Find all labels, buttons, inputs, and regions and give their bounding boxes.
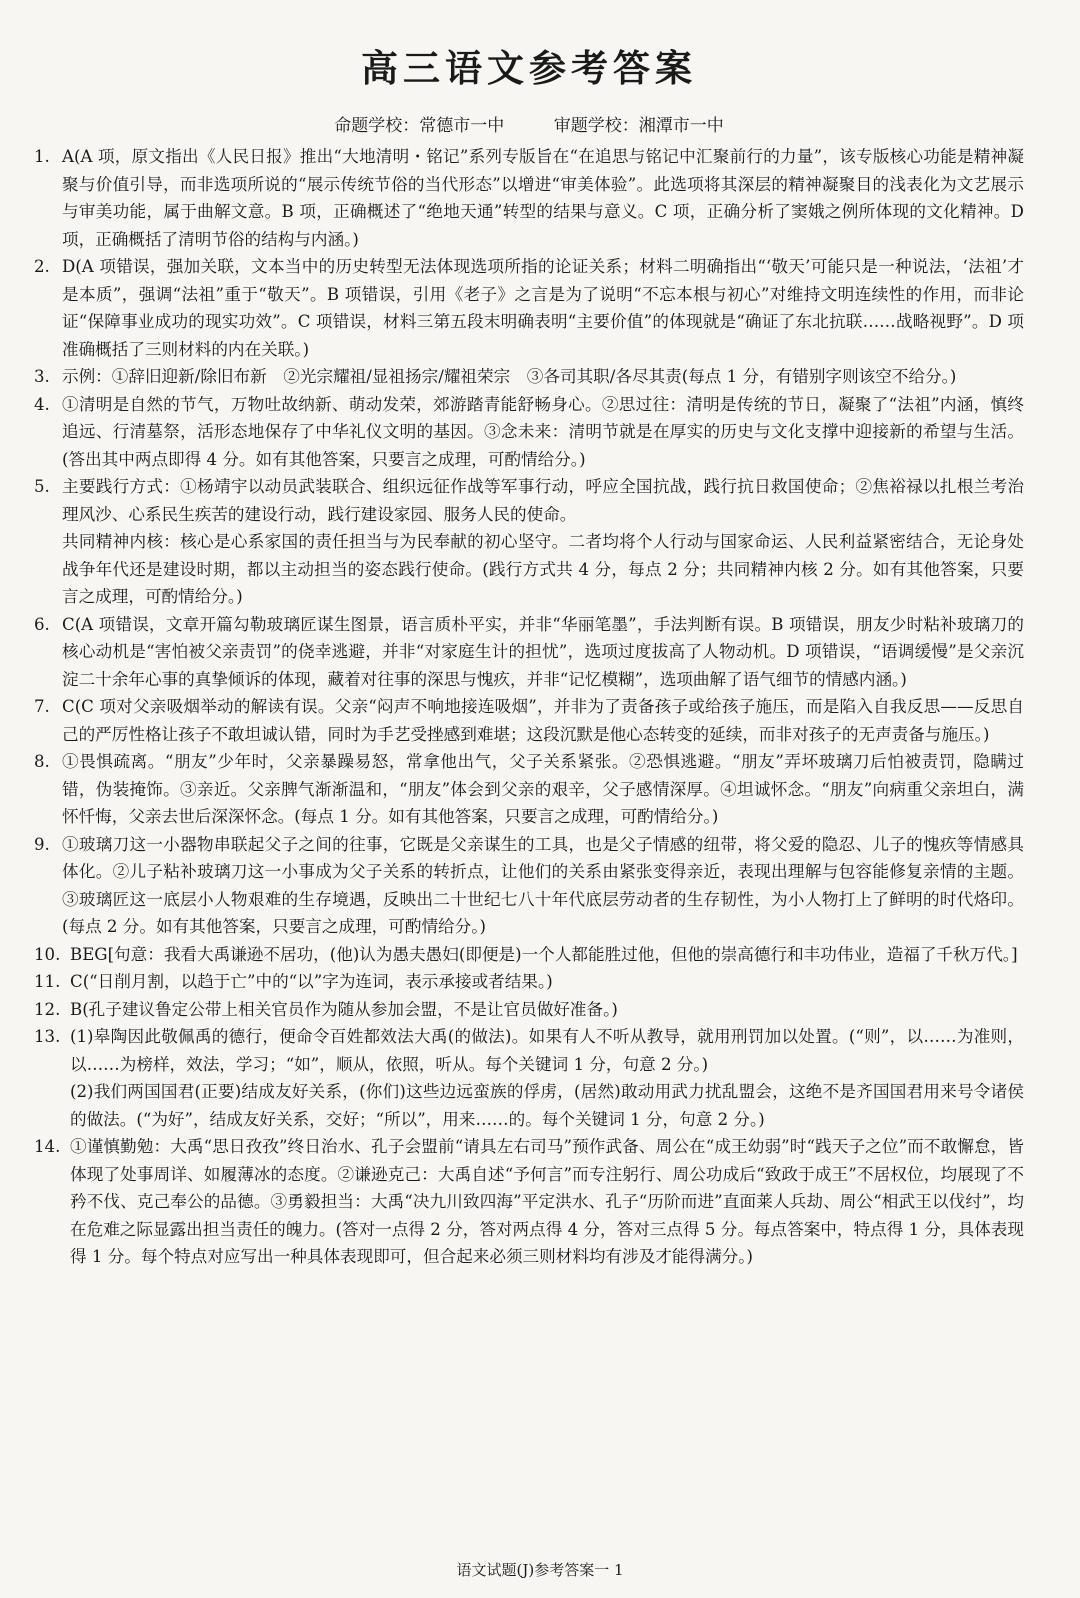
answer-text: 主要践行方式：①杨靖宇以动员武装联合、组织远征作战等军事行动，呼应全国抗战，践行抗日救国使命；②焦裕禄以扎根兰考治理风沙、心系民生疾苦的建设行动，践行建设家园、服务人民的使命。 (62, 477, 1024, 524)
answer-text: ①畏惧疏离。“朋友”少年时，父亲暴躁易怒，常拿他出气，父子关系紧张。②恐惧逃避。“朋友”弄坏玻璃刀后怕被责罚，隐瞒过错，伪装掩饰。③亲近。父亲脾气渐渐温和，“朋友”体会到父亲的艰辛，父子感情深厚。④坦诚怀念。“朋友”向病重父亲坦白，满怀忏悔，父亲去世后深深怀念。(每点 1 分。如有其他答案，只要言之成理，可酌情给分。) (62, 752, 1024, 826)
answer-item (34, 693, 1024, 748)
answer-number: 11. (34, 972, 61, 991)
answer-text: BEG[句意：我看大禹谦逊不居功，(他)认为愚夫愚妇(即便是)一个人都能胜过他，但他的崇高德行和丰功伟业，造福了千秋万代。] (70, 944, 1018, 964)
answer-item (34, 748, 1024, 831)
answer-text: 示例：①辞旧迎新/除旧布新 ②光宗耀祖/显祖扬宗/耀祖荣宗 ③各司其职/各尽其责(每点 1 分，有错别字则该空不给分。) (62, 367, 957, 386)
school-info (34, 115, 1024, 137)
answer-number: 10. (34, 944, 61, 964)
answer-number: 7. (34, 697, 50, 716)
answer-item (34, 996, 1024, 1024)
answer-number: 14. (34, 1137, 61, 1156)
answer-text: ①谨慎勤勉：大禹“思日孜孜”终日治水、孔子会盟前“请具左右司马”预作武备、周公在“成王幼弱”时“践天子之位”而不敢懈怠，皆体现了处事周详、如履薄冰的态度。②谦逊克己：大禹自述“予何言”而专注躬行、周公功成后“致政于成王”不居权位，均展现了不矜不伐、克己奉公的品德。③勇毅担当：大禹“决九川致四海”平定洪水、孔子“历阶而进”直面莱人兵劫、周公“相武王以伐纣”，均在危难之际显露出担当责任的魄力。(答对一点得 2 分，答对两点得 4 分，答对三点得 5 分。每点答案中，特点得 1 分，具体表现得 1 分。每个特点对应写出一种具体表现即可，但合起来必须三则材料均有涉及才能得满分。) (70, 1137, 1024, 1266)
answer-number: 9. (34, 834, 50, 854)
answer-item (34, 253, 1024, 363)
answer-number: 1. (34, 147, 50, 166)
answer-text: 共同精神内核：核心是心系家国的责任担当与为民奉献的初心坚守。二者均将个人行动与国家命运、人民利益紧密结合，无论身处战争年代还是建设时期，都以主动担当的姿态践行使命。(践行方式共 4 分，每点 2 分；共同精神内核 2 分。如有其他答案，只要言之成理，可酌情给分。) (62, 532, 1024, 606)
answer-item (34, 473, 1024, 611)
answer-number: 2. (34, 257, 50, 276)
answer-number: 12. (34, 999, 61, 1019)
answer-number: 4. (34, 394, 50, 414)
answer-number: 13. (34, 1027, 61, 1046)
answer-text: C(A 项错误，文章开篇勾勒玻璃匠谋生图景，语言质朴平实，并非“华丽笔墨”，手法判断有误。B 项错误，朋友少时粘补玻璃刀的核心动机是“害怕被父亲责罚”的侥幸逃避，并非“对家庭生计的担忧”，选项过度拔高了人物动机。D 项错误，“语调缓慢”是父亲沉淀二十余年心事的真挚倾诉的体现，藏着对往事的深思与愧疚，并非“记忆模糊”，选项曲解了语气细节的情感内涵。) (62, 614, 1024, 689)
answer-list (34, 143, 1024, 1271)
answer-item (34, 968, 1024, 996)
answer-item (34, 143, 1024, 253)
answer-text: B(孔子建议鲁定公带上相关官员作为随从参加会盟，不是让官员做好准备。) (70, 999, 618, 1019)
answer-text: (1)皋陶因此敬佩禹的德行，便命令百姓都效法大禹(的做法)。如果有人不听从教导，就用刑罚加以处置。(“则”，以……为准则，以……为榜样，效法，学习；“如”，顺从，依照，听从。每个关键词 1 分，句意 2 分。) (70, 1027, 1024, 1074)
page-title: 高三语文参考答案 (361, 46, 697, 90)
answer-number: 6. (34, 614, 50, 634)
answer-item (34, 363, 1024, 391)
page-footer: 语文试题(J)参考答案一 1 (456, 1561, 624, 1579)
reviewer-school: 审题学校：湘潭市一中 (553, 116, 724, 136)
answer-text: ①清明是自然的节气，万物吐故纳新、萌动发荣，郊游踏青能舒畅身心。②思过往：清明是传统的节日，凝聚了“法祖”内涵，慎终追远、行清墓祭，活形态地保存了中华礼仪文明的基因。③念未来：清明节就是在厚实的历史与文化支撑中迎接新的希望与生活。(答出其中两点即得 4 分。如有其他答案，只要言之成理，可酌情给分。) (62, 394, 1024, 469)
answer-number: 5. (34, 477, 50, 496)
answer-item (34, 391, 1024, 474)
answer-text: D(A 项错误，强加关联，文本当中的历史转型无法体现选项所指的论证关系；材料二明确指出“‘敬天’可能只是一种说法，‘法祖’才是本质”，强调“法祖”重于“敬天”。B 项错误，引用《老子》之言是为了说明“不忘本根与初心”对维持文明连续性的作用，而非论证“保障事业成功的现实功效”。C 项错误，材料三第五段末明确表明“主要价值”的体现就是“确证了东北抗联……战略视野”。D 项准确概括了三则材料的内在关联。) (62, 257, 1024, 359)
answer-number: 3. (34, 367, 50, 386)
answer-item (34, 611, 1024, 694)
answer-item (34, 941, 1024, 969)
answer-text: (2)我们两国国君(正要)结成友好关系，(你们)这些边远蛮族的俘虏，(居然)敢动用武力扰乱盟会，这绝不是齐国国君用来号令诸侯的做法。(“为好”，结成友好关系，交好；“所以”，用来……的。每个关键词 1 分，句意 2 分。) (70, 1082, 1024, 1129)
setter-school: 命题学校：常德市一中 (334, 116, 505, 136)
answer-text: C(“日削月割，以趋于亡”中的“以”字为连词，表示承接或者结果。) (70, 972, 553, 991)
answer-text: C(C 项对父亲吸烟举动的解读有误。父亲“闷声不响地接连吸烟”，并非为了责备孩子或给孩子施压，而是陷入自我反思——反思自己的严厉性格让孩子不敢坦诚认错，同时为手艺受挫感到难堪；这段沉默是他心态转变的延续，而非对孩子的无声责备与施压。) (62, 697, 1024, 744)
answer-item (34, 1023, 1024, 1133)
answer-text: ①玻璃刀这一小器物串联起父子之间的往事，它既是父亲谋生的工具，也是父子情感的纽带，将父爱的隐忍、儿子的愧疚等情感具体化。②儿子粘补玻璃刀这一小事成为父子关系的转折点，让他们的关系由紧张变得亲近，表现出理解与包容能修复亲情的主题。③玻璃匠这一底层小人物艰难的生存境遇，反映出二十世纪七八十年代底层劳动者的生存韧性，为小人物打上了鲜明的时代烙印。(每点 2 分。如有其他答案，只要言之成理，可酌情给分。) (62, 834, 1024, 936)
answer-item (34, 831, 1024, 941)
answer-number: 8. (34, 752, 50, 771)
answer-item (34, 1133, 1024, 1271)
answer-text: A(A 项，原文指出《人民日报》推出“大地清明・铭记”系列专版旨在“在追思与铭记中汇聚前行的力量”，该专版核心功能是精神凝聚与价值引导，而非选项所说的“展示传统节俗的当代形态”以增进“审美体验”。此选项将其深层的精神凝聚目的浅表化为文艺展示与审美功能，属于曲解文意。B 项，正确概述了“绝地天通”转型的结果与意义。C 项，正确分析了窦娥之例所体现的文化精神。D 项，正确概括了清明节俗的结构与内涵。) (62, 147, 1024, 249)
